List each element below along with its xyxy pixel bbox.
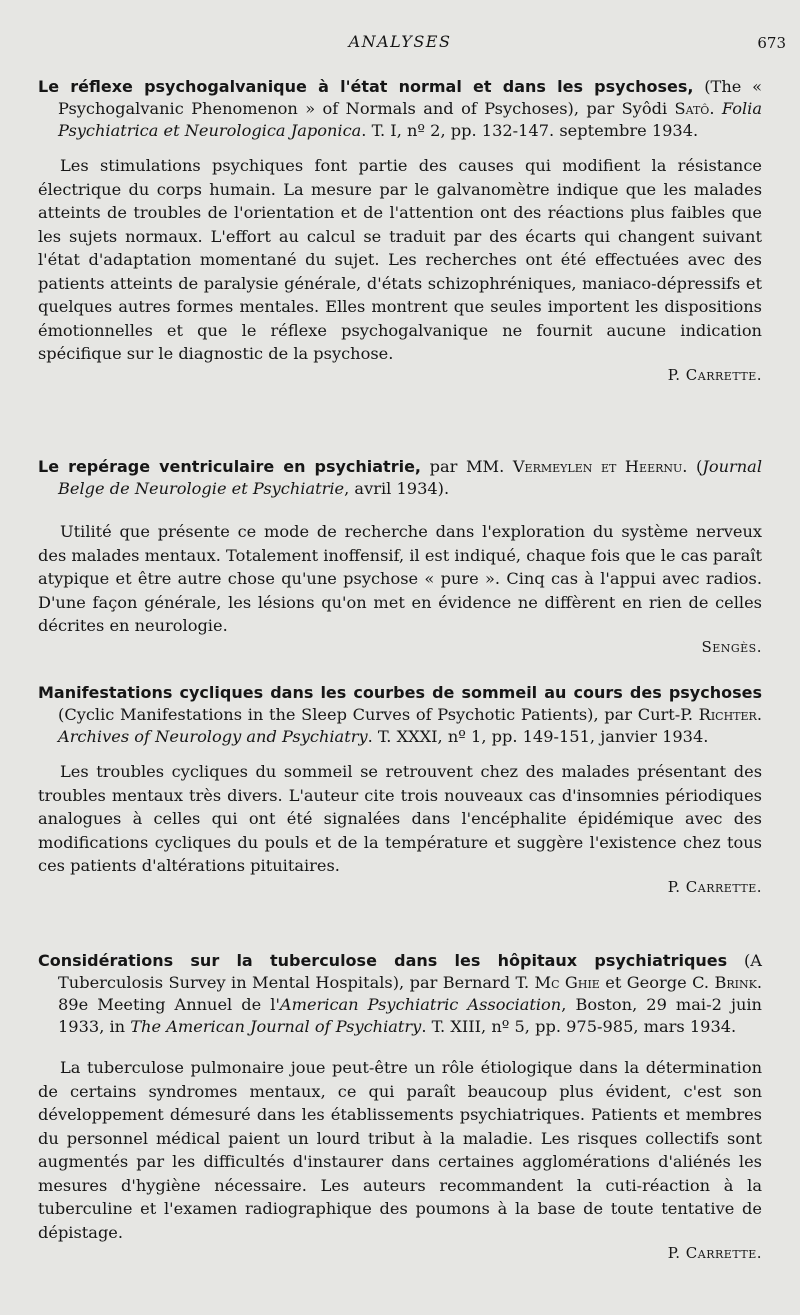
review-sleep-curves bbox=[38, 682, 762, 896]
review-signature: Sengès. bbox=[701, 637, 762, 656]
review-title: Le repérage ventriculaire en psychiatrie, bbox=[38, 457, 422, 476]
review-psychogalvanic bbox=[38, 76, 762, 384]
review-body: Les troubles cycliques du sommeil se retrouvent chez des malades présentant des troubles mentaux très divers. L'auteur cite trois nouveaux cas d'insomnies périodiques analogues à celles qui ont été signalées dans l'encéphalite épidémique avec des modifications cycliques du pouls et de la température et suggère l'existence chez tous ces patients d'altérations pituitaires. bbox=[38, 762, 762, 875]
review-heading: Considérations sur la tuberculose dans les hôpitaux psychiatriques (A Tuberculosis Survey in Mental Hospitals), par Bernard T. Mc Ghie et George C. Brink. 89e Meeting Annuel de l'American Psychiatric Association, Boston, 29 mai-2 juin 1933, in The American Journal of Psychiatry. T. XIII, nº 5, pp. 975-985, mars 1934. bbox=[38, 951, 762, 1036]
running-title: ANALYSES bbox=[348, 32, 452, 51]
review-tuberculosis bbox=[38, 950, 762, 1262]
review-heading: Le réflexe psychogalvanique à l'état normal et dans les psychoses, (The « Psychogalvanic Phenomenon » of Normals and of Psychoses), par Syôdi Satô. Folia Psychiatrica et Neurologica Japonica. T. I, nº 2, pp. 132-147. septembre 1934. bbox=[38, 77, 763, 140]
review-body: La tuberculose pulmonaire joue peut-être un rôle étiologique dans la détermination de certains syndromes mentaux, ce qui paraît beaucoup plus évident, c'est son développement démesuré dans les établissements psychiatriques. Patients et membres du personnel médical paient un lourd tribut à la maladie. Les risques collectifs sont augmentés par les difficultés d'instaurer dans certaines agglomérations d'aliénés les mesures d'hygiène nécessaire. Les auteurs recommandent la cuti-réaction à la tuberculine et l'examen radiographique des poumons à la base de toute tentative de dépistage. bbox=[38, 1058, 762, 1242]
review-author: Vermeylen et Heernu bbox=[512, 457, 683, 476]
review-heading: Le repérage ventriculaire en psychiatrie, par MM. Vermeylen et Heernu. (Journal Belge de Neurologie et Psychiatrie, avril 1934). bbox=[38, 457, 763, 498]
review-title: Considérations sur la tuberculose dans les hôpitaux psychiatriques bbox=[38, 951, 728, 970]
review-heading: Manifestations cycliques dans les courbes de sommeil au cours des psychoses (Cyclic Manifestations in the Sleep Curves of Psychotic Patients), par Curt-P. Richter. Archives of Neurology and Psychiatry. T. XXXI, nº 1, pp. 149-151, janvier 1934. bbox=[38, 683, 762, 746]
review-journal: The American Journal of Psychiatry bbox=[130, 1017, 422, 1036]
review-signature: P. Carrette. bbox=[667, 877, 762, 896]
review-ventricular bbox=[38, 456, 762, 656]
review-signature: P. Carrette. bbox=[667, 1244, 762, 1262]
review-title: Manifestations cycliques dans les courbes de sommeil au cours des psychoses bbox=[38, 683, 762, 702]
review-author: Satô bbox=[674, 99, 710, 118]
review-title: Le réflexe psychogalvanique à l'état normal et dans les psychoses, bbox=[38, 77, 694, 96]
review-author: Richter bbox=[698, 705, 757, 724]
review-signature: P. Carrette. bbox=[667, 365, 762, 384]
review-author: Brink bbox=[714, 973, 757, 992]
review-body: Les stimulations psychiques font partie des causes qui modifient la résistance électrique du corps humain. La mesure par le galvanomètre indique que les malades atteints de troubles de l'orientation et de l'attention ont des réactions plus faibles que les sujets normaux. L'effort au calcul se traduit par des écarts qui changent suivant l'état d'adaptation momentané du sujet. Les recherches ont été effectuées avec des patients atteints de paralysie générale, d'états schizophréniques, maniaco-dépressifs et quelques autres formes mentales. Elles montrent que seules importent les dispositions émotionnelles et que le réflexe psychogalvanique ne fournit aucune indication spécifique sur le diagnostic de la psychose. bbox=[38, 156, 762, 363]
review-journal: Journal Belge de Neurologie et Psychiatrie bbox=[58, 457, 763, 498]
review-association: American Psychiatric Association bbox=[279, 995, 562, 1014]
page-header bbox=[0, 32, 800, 56]
page-number: 673 bbox=[757, 34, 786, 52]
review-journal: Archives of Neurology and Psychiatry bbox=[58, 727, 368, 746]
review-author: Mc Ghie bbox=[534, 973, 600, 992]
review-journal: Folia Psychiatrica et Neurologica Japonica bbox=[58, 99, 762, 140]
review-body: Utilité que présente ce mode de recherche dans l'exploration du système nerveux des malades mentaux. Totalement inoffensif, il est indiqué, chaque fois que le cas paraît atypique et être autre chose qu'une psychose « pure ». Cinq cas à l'appui avec radios. D'une façon générale, les lésions qu'on met en évidence ne diffèrent en rien de celles décrites en neurologie. bbox=[38, 522, 762, 635]
